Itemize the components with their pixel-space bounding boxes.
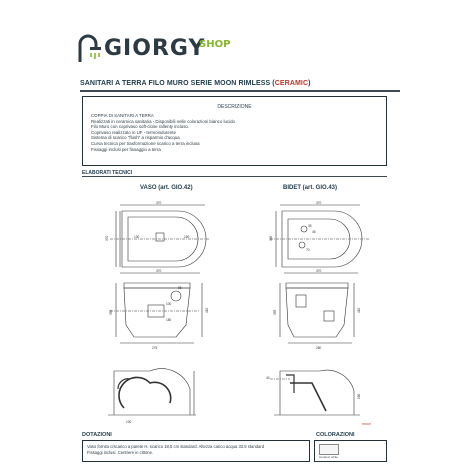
dotazioni-heading: DOTAZIONI xyxy=(82,432,112,438)
technical-divider xyxy=(82,176,387,177)
description-lines xyxy=(91,113,235,152)
bidet-dim-d70: 70 xyxy=(306,248,310,252)
description-line: Sistema di scarico "flush" a risparmio d'acqua xyxy=(91,135,180,141)
description-line: Coprivaso realizzato in UF - termoindurente xyxy=(91,129,176,135)
vaso-title: VASO (art. GIO.42) xyxy=(140,185,193,191)
vaso-dim-h100: 100 xyxy=(126,420,132,424)
bidet-dim-h40: 40 xyxy=(266,376,270,380)
title-divider xyxy=(80,90,400,92)
description-line: Realizzati in ceramica sanitaria - Disponibili nelle colorazioni bianco lucido xyxy=(91,118,235,124)
title-highlight: CERAMIC xyxy=(274,80,309,87)
brand-suffix: SHOP xyxy=(199,39,231,50)
technical-drawings xyxy=(90,193,386,426)
product-title xyxy=(80,80,400,87)
vaso-dim-h1: 355 xyxy=(109,309,113,315)
shower-logo-icon xyxy=(76,34,102,64)
footer-brand: moon xyxy=(362,422,371,426)
vaso-top-view xyxy=(110,205,210,267)
colorazioni-box xyxy=(314,440,387,462)
bidet-dim-top: 370 xyxy=(316,269,322,273)
dotazioni-line: Vaso fornito c/scarico a parete H. scarico 18,5 cm standard. Altezza carico acqua 33.5 standard xyxy=(87,444,265,449)
dotazioni-box xyxy=(82,440,310,462)
color-swatch[interactable] xyxy=(319,444,339,455)
bidet-top-view xyxy=(270,205,370,267)
vaso-dim-hole-b: 150 xyxy=(184,235,190,239)
description-heading: DESCRIZIONE xyxy=(217,104,252,110)
bidet-dim-h355: 355 xyxy=(273,309,277,315)
bidet-side-view xyxy=(280,273,358,343)
bidet-title: BIDET (art. GIO.43) xyxy=(283,185,338,191)
vaso-side-view xyxy=(110,273,202,343)
title-end: ) xyxy=(308,80,311,87)
vaso-dim-w275: 275 xyxy=(152,346,158,350)
description-line: Fissaggi inclusi per fissaggio a terra xyxy=(91,146,161,152)
bidet-dim-d45: 45 xyxy=(312,230,316,234)
bidet-dim-h180: 180 xyxy=(357,393,361,399)
vaso-section-view xyxy=(108,369,196,415)
bidet-dim-d35: 35 xyxy=(308,224,312,228)
vaso-dim-depth: 370 xyxy=(105,235,109,241)
vaso-dim-r55: 55 xyxy=(178,286,182,290)
dotazioni-line: Fissaggi inclusi. Centrere in cittone. xyxy=(87,449,154,455)
brand-logo xyxy=(76,30,256,70)
brand-name: GIORGY xyxy=(104,36,206,61)
vaso-dim-top: 370 xyxy=(156,269,162,273)
vaso-dim-width: 370 xyxy=(156,201,162,205)
technical-heading: ELABORATI TECNICI xyxy=(82,170,133,176)
bidet-dim-depth: 365 xyxy=(269,235,273,241)
color-swatch-label: Ceramic white xyxy=(319,455,339,459)
bidet-dim-h410: 410 xyxy=(357,307,361,313)
title-main: SANITARI A TERRA FILO MURO SERIE MOON RIMLESS ( xyxy=(80,80,275,87)
description-line: Filo Muro con coprivaso soft-close rallenty incluso. xyxy=(91,124,190,130)
colorazioni-heading: COLORAZIONI xyxy=(316,432,355,438)
vaso-dim-d180: 180 xyxy=(166,318,172,322)
bidet-dim-width: 370 xyxy=(316,201,322,205)
description-line: Curva tecnica per trasformazione scarico a terra inclusa xyxy=(91,140,200,146)
bidet-section-view xyxy=(270,370,360,415)
vaso-dim-d100: 100 xyxy=(166,302,172,306)
bidet-dim-w280: 280 xyxy=(316,346,322,350)
vaso-dim-hole-a: 130 xyxy=(134,235,140,239)
vaso-dim-h2: 410 xyxy=(205,307,209,313)
description-box xyxy=(82,96,387,166)
description-line: COPPIA DI SANITARI A TERRA xyxy=(91,113,154,118)
